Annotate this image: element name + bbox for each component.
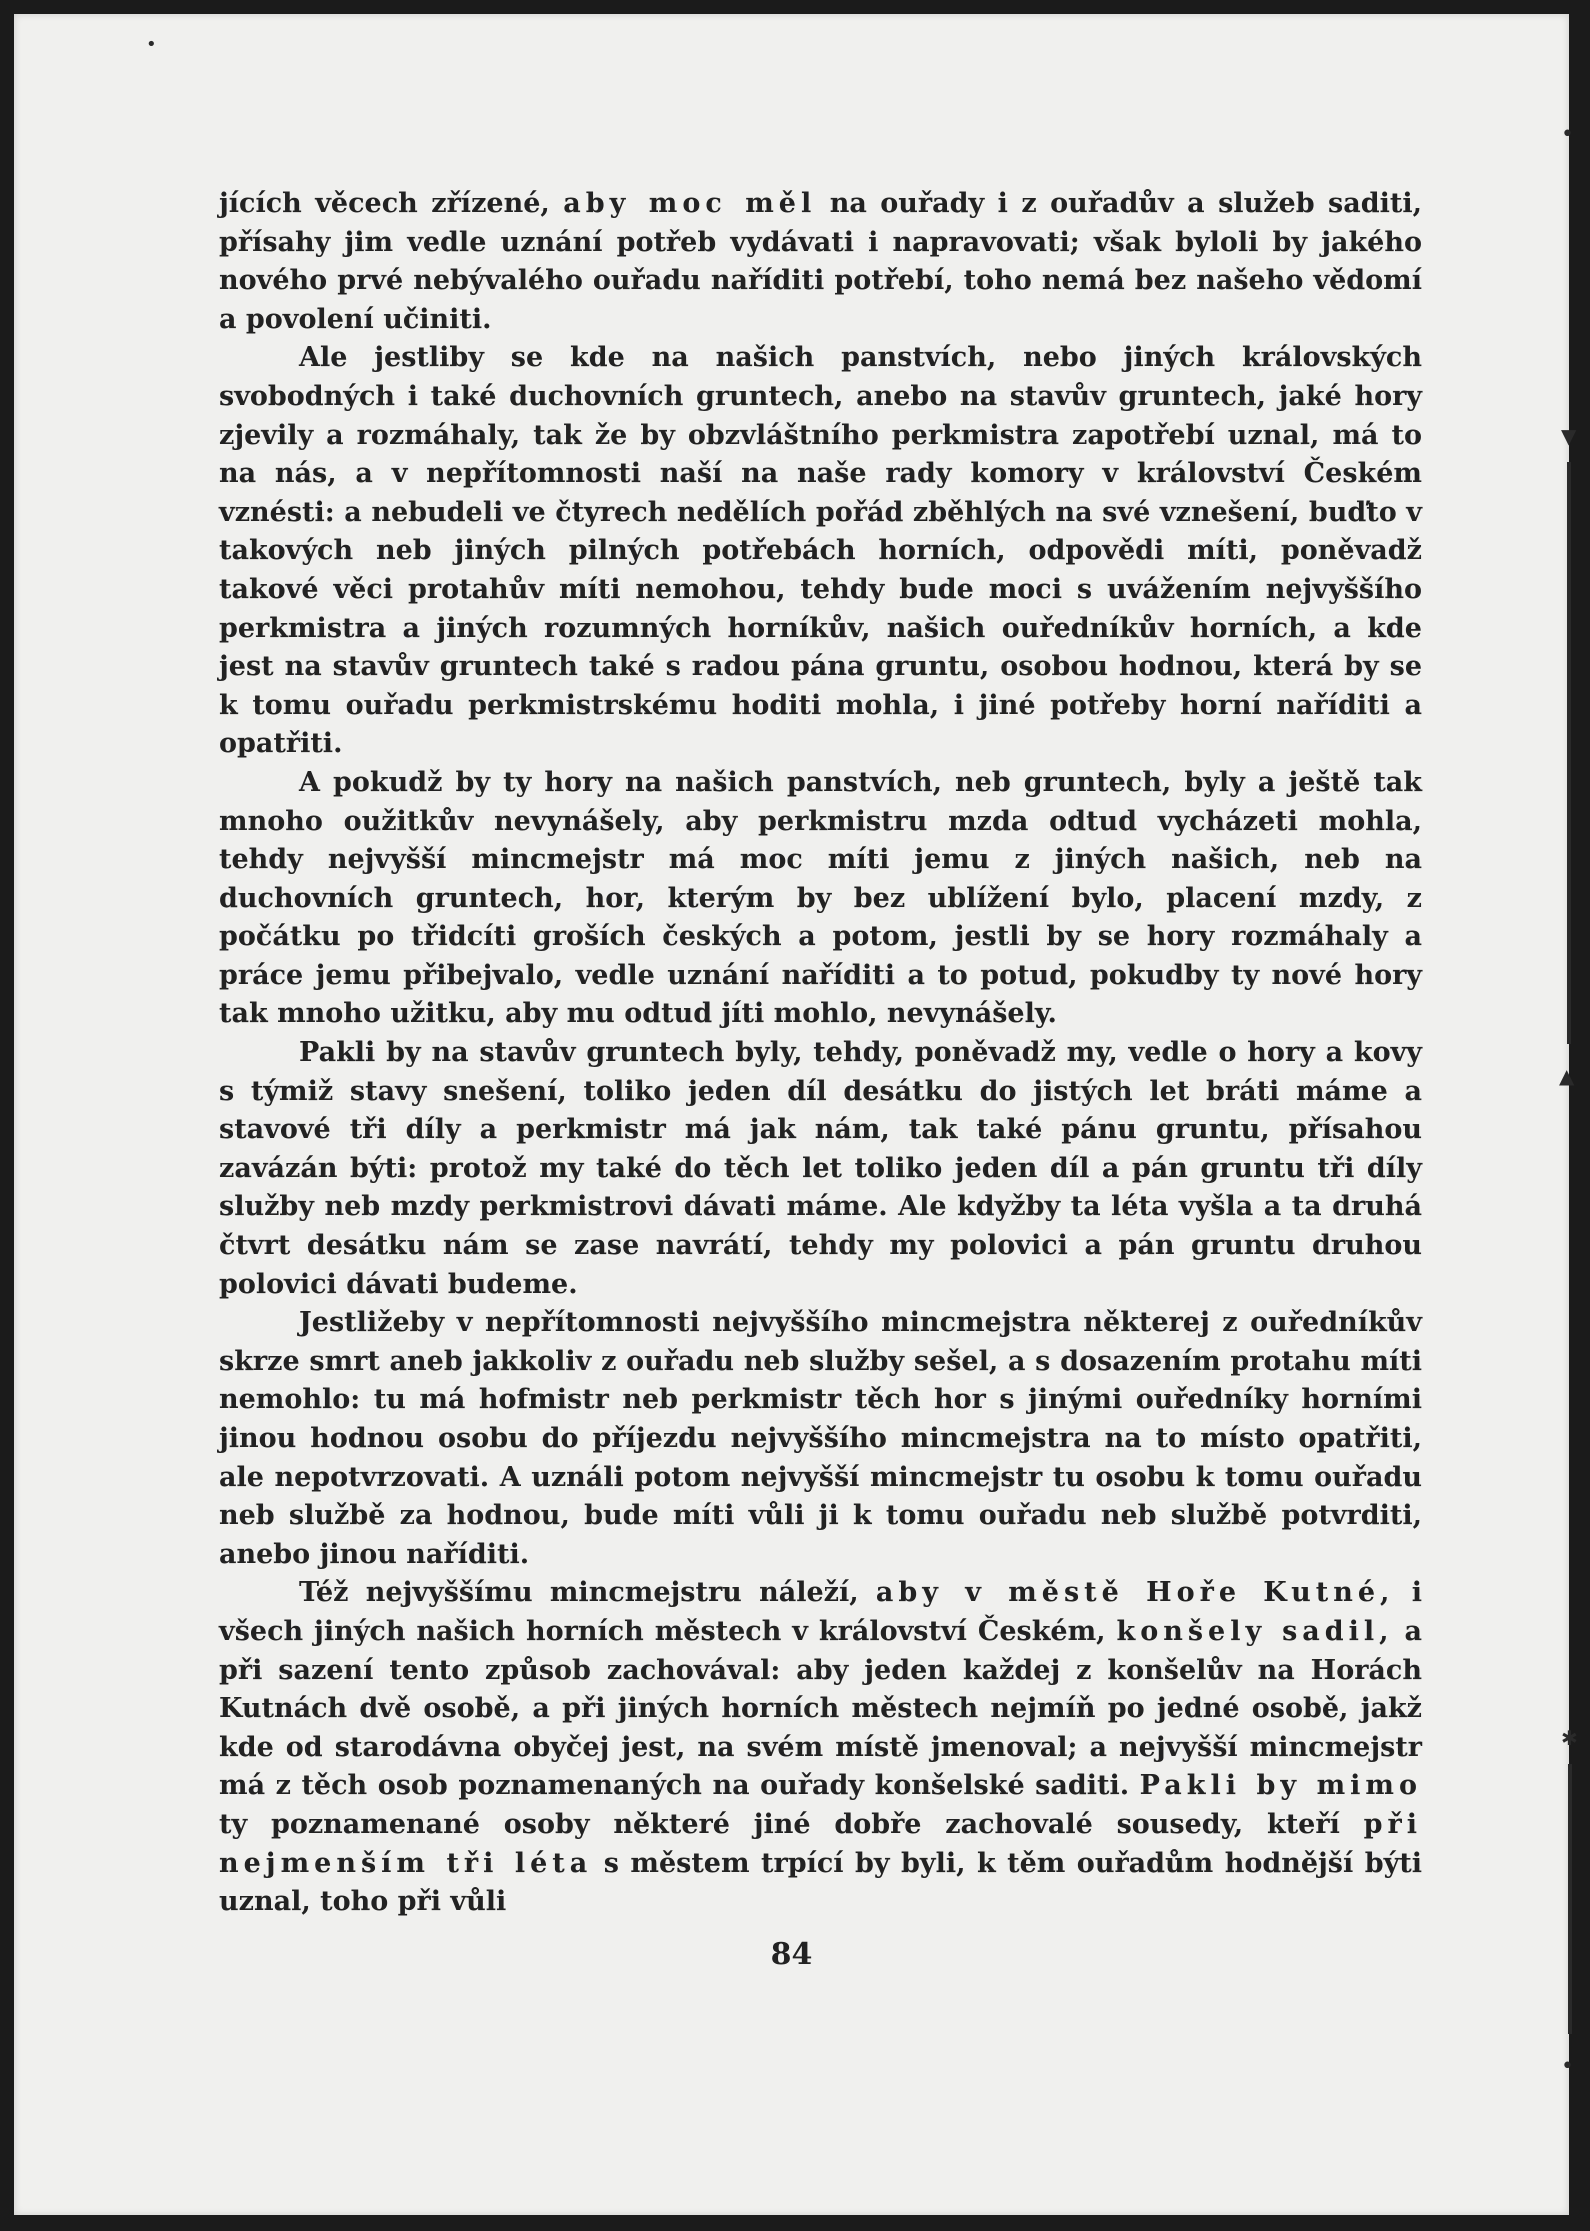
text-segment: Pakli by na stavův gruntech byly, tehdy, poněvadž my, vedle o hory a kovy s týmiž stavy snešení, toliko jeden díl desátku do jistých let bráti máme a stavové tři díly a perkmistr má jak nám, tak také pánu gruntu, přísahou zavázán býti: protož my také do těch let toliko jeden díl a pán gruntu tři díly služby neb mzdy perkmistrovi dávati máme. Ale kdyžby ta léta vyšla a ta druhá čtvrt desátku nám se zase navrátí, tehdy my polovici a pán gruntu druhou polovici dávati budeme. — [219, 1037, 1422, 1300]
paragraph — [219, 1574, 1422, 1921]
margin-rule-mark — [1567, 462, 1571, 1044]
margin-arrow-up-mark: ▲ — [1559, 1064, 1575, 1088]
body-text — [219, 185, 1422, 1922]
text-segment: A pokudž by ty hory na našich panstvích, neb gruntech, byly a ještě tak mnoho oužitkův nevynášely, aby perkmistru mzda odtud vycházeti mohla, tehdy nejvyšší mincmejstr má moc míti jemu z jiných našich, neb na duchovních gruntech, hor, kterým by bez ublížení bylo, placení mzdy, z počátku po třidcíti groších českých a potom, jestli by se hory rozmáhaly a práce jemu přibejvalo, vedle uznání naříditi a to potud, pokudby ty nové hory tak mnoho užitku, aby mu odtud jíti mohlo, nevynášely. — [219, 766, 1422, 1030]
paragraph — [219, 185, 1422, 339]
emphasized-text: aby moc měl — [563, 188, 817, 219]
page-number: 84 — [770, 1937, 813, 1972]
emphasized-text: aby v městě Hoře Kutné, — [875, 1577, 1395, 1609]
corner-dot-mark: • — [146, 34, 157, 55]
margin-rule-mark — [1568, 1764, 1572, 2034]
margin-arrow-down-mark: ▼ — [1561, 424, 1577, 448]
emphasized-text: konšely sadil, — [1116, 1615, 1394, 1647]
text-segment: na ouřady i z ouřadův a služeb saditi, přísahy jim vedle uznání potřeb vydávati i napravovati; však byloli by jakého nového prvé nebývalého ouřadu naříditi potřebí, toho nemá bez našeho vědomí a povolení učiniti. — [219, 188, 1423, 335]
emphasized-text: při nejmenším tři léta — [219, 1808, 1422, 1879]
paragraph — [219, 1304, 1422, 1574]
margin-dot-mark: • — [1561, 122, 1574, 147]
margin-asterisk-mark: ✱ — [1561, 1726, 1578, 1750]
text-segment: jících věcech zřízené, — [219, 188, 564, 219]
text-segment: Jestližeby v nepřítomnosti nejvyššího mincmejstra některej z ouředníkův skrze smrt aneb jakkoliv z ouřadu neb služby sešel, a s dosazením protahu míti nemohlo: tu má hofmistr neb perkmistr těch hor s jinými ouředníky horními jinou hodnou osobu do příjezdu nejvyššího mincmejstra na to místo opatřiti, ale nepotvrzovati. A uználi potom nejvyšší mincmejstr tu osobu k tomu ouřadu neb službě za hodnou, bude míti vůli ji k tomu ouřadu neb službě potvrditi, anebo jinou naříditi. — [219, 1307, 1422, 1570]
paragraph — [219, 339, 1422, 764]
text-segment: Ale jestliby se kde na našich panstvích, nebo jiných královských svobodných i také duchovních gruntech, anebo na stavův gruntech, jaké hory zjevily a rozmáhaly, tak že by obzvláštního perkmistra zapotřebí uznal, má to na nás, a v nepřítomnosti naší na naše rady komory v království Českém vznésti: a nebudeli ve čtyrech nedělích pořád zběhlých na své vznešení, buďto v takových neb jiných pilných potřebách horních, odpovědi míti, poněvadž takové věci protahův míti nemohou, tehdy bude moci s uvážením nejvyššího perkmistra a jiných rozumných horníkův, našich ouředníkův horních, a kde jest na stavův gruntech také s radou pána gruntu, osobou hodnou, která by se k tomu ouřadu perkmistrskému hoditi mohla, i jiné potřeby horní naříditi a opatřiti. — [219, 342, 1422, 760]
text-segment: ty poznamenané osoby některé jiné dobře zachovalé sousedy, kteří — [219, 1808, 1364, 1840]
text-segment: Též nejvyššímu mincmejstru náleží, — [299, 1577, 876, 1609]
text-segment: s městem trpící by byli, k těm ouřadům hodnější býti uznal, toho při vůli — [219, 1847, 1423, 1918]
margin-dot-mark: • — [1561, 2054, 1574, 2079]
text-segment: i všech jiných našich horních městech v království Českém, — [219, 1577, 1422, 1647]
paragraph — [219, 764, 1422, 1034]
emphasized-text: Pakli by mimo — [1139, 1770, 1422, 1802]
book-page — [14, 14, 1578, 2215]
text-segment: a při sazení tento způsob zachovával: aby jeden každej z konšelův na Horách Kutnách dvě osobě, a při jiných horních městech nejmíň po jedné osobě, jakž kde od starodávna obyčej jest, na svém místě jmenoval; a nejvyšší mincmejstr má z těch osob poznamenaných na ouřady konšelské saditi. — [219, 1615, 1422, 1802]
paragraph — [219, 1034, 1422, 1304]
